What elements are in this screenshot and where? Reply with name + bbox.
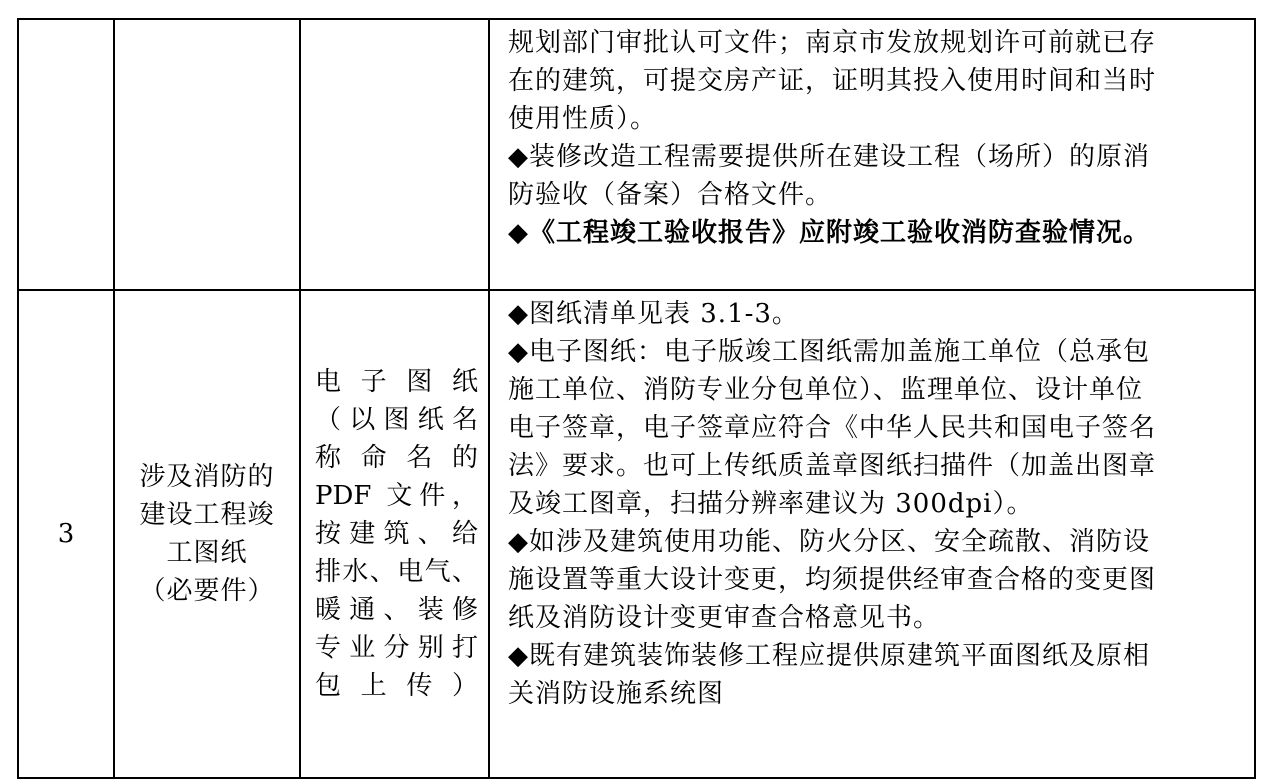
item-name-line: 建设工程竣 [139, 500, 275, 530]
item-type-line: 称命名的 [315, 443, 478, 473]
item-name-line: （必要件） [139, 576, 275, 606]
requirement-line-bold: ◆《工程竣工验收报告》应附竣工验收消防查验情况。 [508, 218, 1150, 248]
item-type-cell [300, 19, 489, 290]
document-table-container [17, 18, 1254, 779]
requirement-line: 施设置等重大设计变更，均须提供经审查合格的变更图 [508, 565, 1157, 595]
table-row [18, 19, 1255, 290]
item-type-line: 排水、电气、 [315, 557, 478, 587]
item-name-cell [114, 290, 300, 778]
item-type-line: PDF 文件， [315, 481, 478, 511]
requirement-line: ◆图纸清单见表 3.1-3。 [508, 299, 799, 329]
requirement-line: ◆既有建筑装饰装修工程应提供原建筑平面图纸及原相 [508, 641, 1150, 671]
requirements-cell [489, 19, 1255, 290]
item-type-line: 按建筑、给 [315, 519, 478, 549]
item-type-cell [300, 290, 489, 778]
row-number-cell: 3 [18, 290, 114, 778]
requirement-line: 规划部门审批认可文件；南京市发放规划许可前就已存 [508, 28, 1157, 58]
requirements-table [17, 18, 1256, 779]
item-name-line: 涉及消防的 [139, 462, 275, 492]
requirement-line: 电子签章，电子签章应符合《中华人民共和国电子签名 [508, 413, 1157, 443]
requirement-line: 法》要求。也可上传纸质盖章图纸扫描件（加盖出图章 [508, 451, 1157, 481]
requirement-line: ◆如涉及建筑使用功能、防火分区、安全疏散、消防设 [508, 527, 1150, 557]
requirement-line: 纸及消防设计变更审查合格意见书。 [508, 603, 941, 633]
table-row [18, 290, 1255, 778]
item-name-cell [114, 19, 300, 290]
item-name-line: 工图纸 [166, 538, 248, 568]
requirement-line: ◆电子图纸：电子版竣工图纸需加盖施工单位（总承包 [508, 337, 1150, 367]
row-number-cell [18, 19, 114, 290]
requirement-line: 施工单位、消防专业分包单位）、监理单位、设计单位 [508, 375, 1144, 405]
requirement-line: 防验收（备案）合格文件。 [508, 180, 833, 210]
requirement-line: 及竣工图章，扫描分辨率建议为 300dpi）。 [508, 489, 1034, 519]
item-type-line: 包上传） [315, 671, 478, 701]
requirement-line: 关消防设施系统图 [508, 679, 725, 709]
requirement-line: ◆装修改造工程需要提供所在建设工程（场所）的原消 [508, 142, 1150, 172]
requirement-line: 在的建筑，可提交房产证，证明其投入使用时间和当时 [508, 66, 1157, 96]
requirements-cell [489, 290, 1255, 778]
item-type-line: 暖通、装修 [315, 595, 478, 625]
requirement-line: 使用性质）。 [508, 104, 658, 134]
item-type-line: （以图纸名 [315, 405, 478, 435]
item-type-line: 电子图纸 [315, 367, 478, 397]
item-type-line: 专业分别打 [315, 633, 478, 663]
